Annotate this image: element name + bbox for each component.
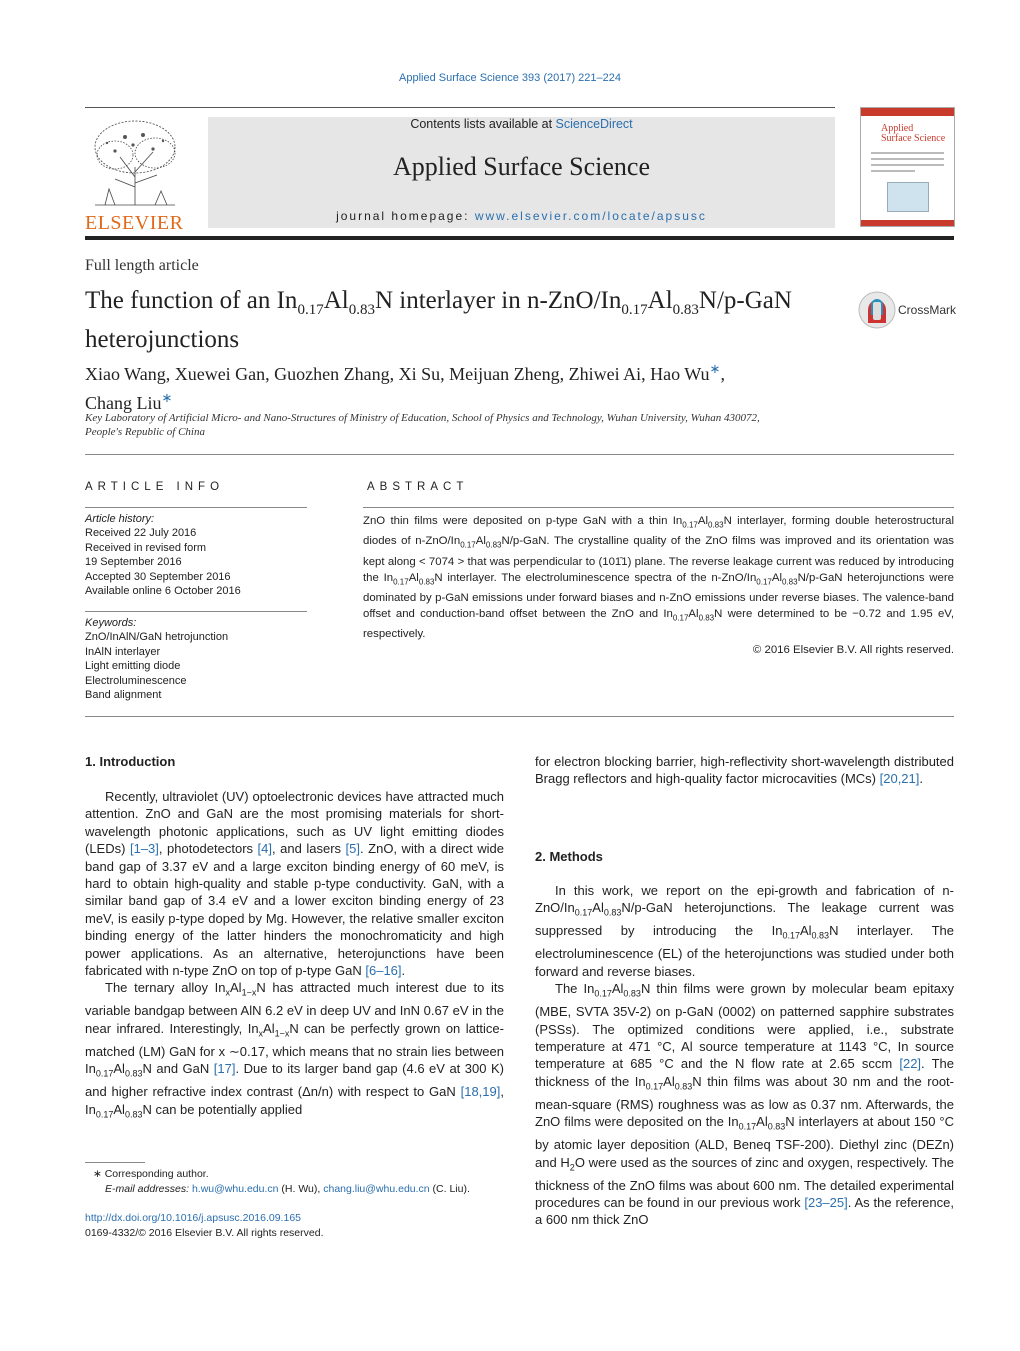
elsevier-wordmark: ELSEVIER xyxy=(85,212,184,234)
keywords xyxy=(85,616,307,702)
front-matter-rule xyxy=(85,454,954,455)
homepage-link[interactable]: www.elsevier.com/locate/apsusc xyxy=(474,209,707,223)
keyword-item: Band alignment xyxy=(85,689,162,702)
history-item: Available online 6 October 2016 xyxy=(85,585,241,598)
keyword-item: Electroluminescence xyxy=(85,674,187,687)
email-link-liu[interactable]: chang.liu@whu.edu.cn xyxy=(323,1183,430,1195)
corresponding-star[interactable]: ∗ xyxy=(709,361,721,376)
homepage-prefix: journal homepage: xyxy=(336,209,475,223)
journal-cover-thumbnail[interactable] xyxy=(860,107,955,227)
title-subscript: 0.83 xyxy=(672,302,699,318)
title-subscript: 0.17 xyxy=(621,302,648,318)
abstract-copyright: © 2016 Elsevier B.V. All rights reserved. xyxy=(752,644,954,657)
title-part: heterojunctions xyxy=(85,326,240,353)
header-top-rule xyxy=(85,107,835,108)
article-info-label: ARTICLE INFO xyxy=(85,481,225,493)
footnotes xyxy=(85,1167,505,1197)
affiliation xyxy=(85,411,845,439)
elsevier-logo xyxy=(85,117,185,234)
crossmark-label: CrossMark xyxy=(898,303,957,317)
title-subscript: 0.83 xyxy=(348,302,375,318)
introduction-continued: for electron blocking barrier, high-reflectivity short-wavelength distributed Bragg reflectors and high-quality factor microcavities (MCs) [20,21]. xyxy=(535,754,954,787)
title-part: The function of an In xyxy=(85,287,298,314)
journal-name: Applied Surface Science xyxy=(392,152,650,181)
cover-title-2: Surface Science xyxy=(881,133,946,144)
title-part: N/p-GaN xyxy=(698,287,792,314)
introduction-heading: 1. Introduction xyxy=(85,754,176,769)
sciencedirect-link[interactable]: ScienceDirect xyxy=(555,117,633,131)
cover-image xyxy=(887,182,929,212)
cover-title-1: Applied xyxy=(881,123,914,134)
history-item: Accepted 30 September 2016 xyxy=(85,570,231,583)
author-list: Xiao Wang, Xuewei Gan, Guozhen Zhang, Xi Su, Meijuan Zheng, Zhiwei Ai, Hao Wu∗, Chang Liu∗ xyxy=(85,361,725,413)
contents-prefix: Contents lists available at xyxy=(410,117,556,131)
history-item: Received 22 July 2016 xyxy=(85,527,197,540)
keywords-rule xyxy=(85,611,307,612)
methods-body: In this work, we report on the epi-growth and fabrication of $n-ZnO/In_{0.17}Al_{0.83}N/p$-GaN heterojunctions. The leakage current was suppressed by introducing the $In_{0.17}Al_{0.83}N$ interlayer. The electroluminescence (EL) of the heterojunctions was studied under both forward and reverse biases. The $In_{0.17}Al_{0.83}N$ thin films were grown by molecular beam epitaxy (MBE, SVTA 35V-2) on p-GaN (0002) on patterned sapphire substrates (PSSs). The optimized conditions were applied, i.e., substrate temperature at 471 °C, Al source temperature at 1143 °C, In source temperature at 685 °C and the N flow rate at 2.65 sccm [22]. The thickness of the $In_{0.17}Al_{0.83}N$ thin films was about 30 nm and the root-mean-square (RMS) roughness was as low as 0.37 nm. Afterwards, the ZnO films were deposited on the $In_{0.17}Al_{0.83}N$ interlayers at about 150 °C by atomic layer deposition (ALD, Beneq TSF-200). Diethyl zinc (DEZn) and $H_2O$ were used as the sources of zinc and oxygen, respectively. The thickness of the ZnO films was about 600 nm. The detailed experimental procedures can be found in our previous work [23–25]. As the reference, a 600 nm thick ZnO xyxy=(535,883,955,1228)
history-item: Received in revised form xyxy=(85,541,207,554)
email-addresses xyxy=(85,1182,505,1197)
history-item: 19 September 2016 xyxy=(85,556,182,569)
authors-line-1: Xiao Wang, Xuewei Gan, Guozhen Zhang, Xi Su, Meijuan Zheng, Zhiwei Ai, Hao Wu xyxy=(85,364,710,384)
corresponding-author-note: ∗ Corresponding author. xyxy=(93,1168,209,1180)
article-type: Full length article xyxy=(85,257,199,274)
email-label: E-mail addresses: xyxy=(105,1183,190,1195)
crossmark-icon xyxy=(858,291,896,329)
email-link-wu[interactable]: h.wu@whu.edu.cn xyxy=(191,1183,279,1195)
corresponding-star[interactable]: ∗ xyxy=(161,390,173,405)
title-part: N interlayer in n-ZnO/In xyxy=(374,287,622,314)
authors-line-2: Chang Liu xyxy=(85,393,162,413)
contents-line xyxy=(208,117,835,131)
affiliation-line: Key Laboratory of Artificial Micro- and Nano-Structures of Ministry of Education, School of Physics and Technology, Wuhan University, Wuhan 430072, xyxy=(85,412,760,424)
title-part: Al xyxy=(323,287,349,314)
abstract-rule xyxy=(363,507,954,508)
article-title xyxy=(85,286,845,355)
keywords-label: Keywords: xyxy=(85,617,137,629)
journal-homepage xyxy=(208,209,835,223)
crossmark-badge[interactable] xyxy=(858,291,958,329)
history-label: Article history: xyxy=(85,513,155,525)
keyword-item: InAlN interlayer xyxy=(85,645,161,658)
methods-heading: 2. Methods xyxy=(535,849,603,864)
keyword-item: Light emitting diode xyxy=(85,660,181,673)
doi-link[interactable]: http://dx.doi.org/10.1016/j.apsusc.2016.09.165 xyxy=(85,1212,301,1224)
issn-line: 0169-4332/© 2016 Elsevier B.V. All rights reserved. xyxy=(85,1227,324,1239)
abstract-label: ABSTRACT xyxy=(367,481,469,493)
article-history xyxy=(85,512,307,598)
keyword-item: ZnO/InAlN/GaN hetrojunction xyxy=(85,631,229,644)
email-name-liu: (C. Liu). xyxy=(429,1183,470,1195)
elsevier-tree-icon xyxy=(85,117,185,209)
doi-block xyxy=(85,1211,505,1241)
affiliation-line: People's Republic of China xyxy=(85,426,205,438)
journal-citation[interactable]: Applied Surface Science 393 (2017) 221–224 xyxy=(399,72,621,84)
title-subscript: 0.17 xyxy=(297,302,324,318)
title-part: Al xyxy=(647,287,673,314)
article-info-rule xyxy=(85,507,307,508)
abstract-body: ZnO thin films were deposited on p-type GaN with a thin $In_{0.17}Al_{0.83}N$ interlayer, forming double heterostructural diodes of $n-ZnO/In_{0.17}Al_{0.83}N/p$-GaN. The crystalline quality of the ZnO films was improved and its orientation was kept along < 7074 > that was perpendicular to (101̄1) plane. The reverse leakage current was reduced by introducing the $In_{0.17}Al_{0.83}N$ interlayer. The electroluminescence spectra of the $n-ZnO/In_{0.17}Al_{0.83}N/p$-GaN heterojunctions were dominated by p-GaN emissions under forward biases and n-ZnO emissions under reverse biases. The valence-band offset and conduction-band offset between the ZnO and $In_{0.17}Al_{0.83}N$ were determined to be −0.72 and 1.95 eV, respectively. © 2016 Elsevier B.V. All rights reserved. xyxy=(363,515,954,657)
introduction-body: Recently, ultraviolet (UV) optoelectronic devices have attracted much attention. ZnO and GaN are the most promising materials for short-wavelength photonic applications, such as UV light emitting diodes (LEDs) [1–3], photodetectors [4], and lasers [5]. ZnO, with a direct wide band gap of 3.37 eV and a large exciton binding energy of 60 meV, is hard to obtain high-quality and stable p-type conductivity. GaN, with a similar band gap of 3.4 eV and a lower exciton binding energy of 23 meV, is easily p-type doped by Mg. However, the relative smaller exciton binding energy of the latter hinders the monochromaticity and high power applications. As an alternative, heterojunctions have been fabricated with n-type ZnO on top of p-type GaN [6–16]. The ternary alloy $In_xAl_{1-x}N$ has attracted much interest due to its variable bandgap between AlN 6.2 eV in deep UV and InN 0.67 eV in the near infrared. Interestingly, $In_xAl_{1-x}N$ can be perfectly grown on lattice-matched (LM) GaN for x ∼0.17, which means that no strain lies between $In_{0.17}Al_{0.83}N$ and GaN [17]. Due to its larger band gap (4.6 eV at 300 K) and higher refractive index contrast (Δn/n) with respect to GaN [18,19], $In_{0.17}Al_{0.83}N$ can be potentially applied xyxy=(85,789,504,1120)
header-bottom-rule xyxy=(85,236,954,240)
email-name-wu: (H. Wu), xyxy=(278,1183,324,1195)
footnote-rule xyxy=(85,1162,145,1163)
abstract-bottom-rule xyxy=(85,716,954,717)
